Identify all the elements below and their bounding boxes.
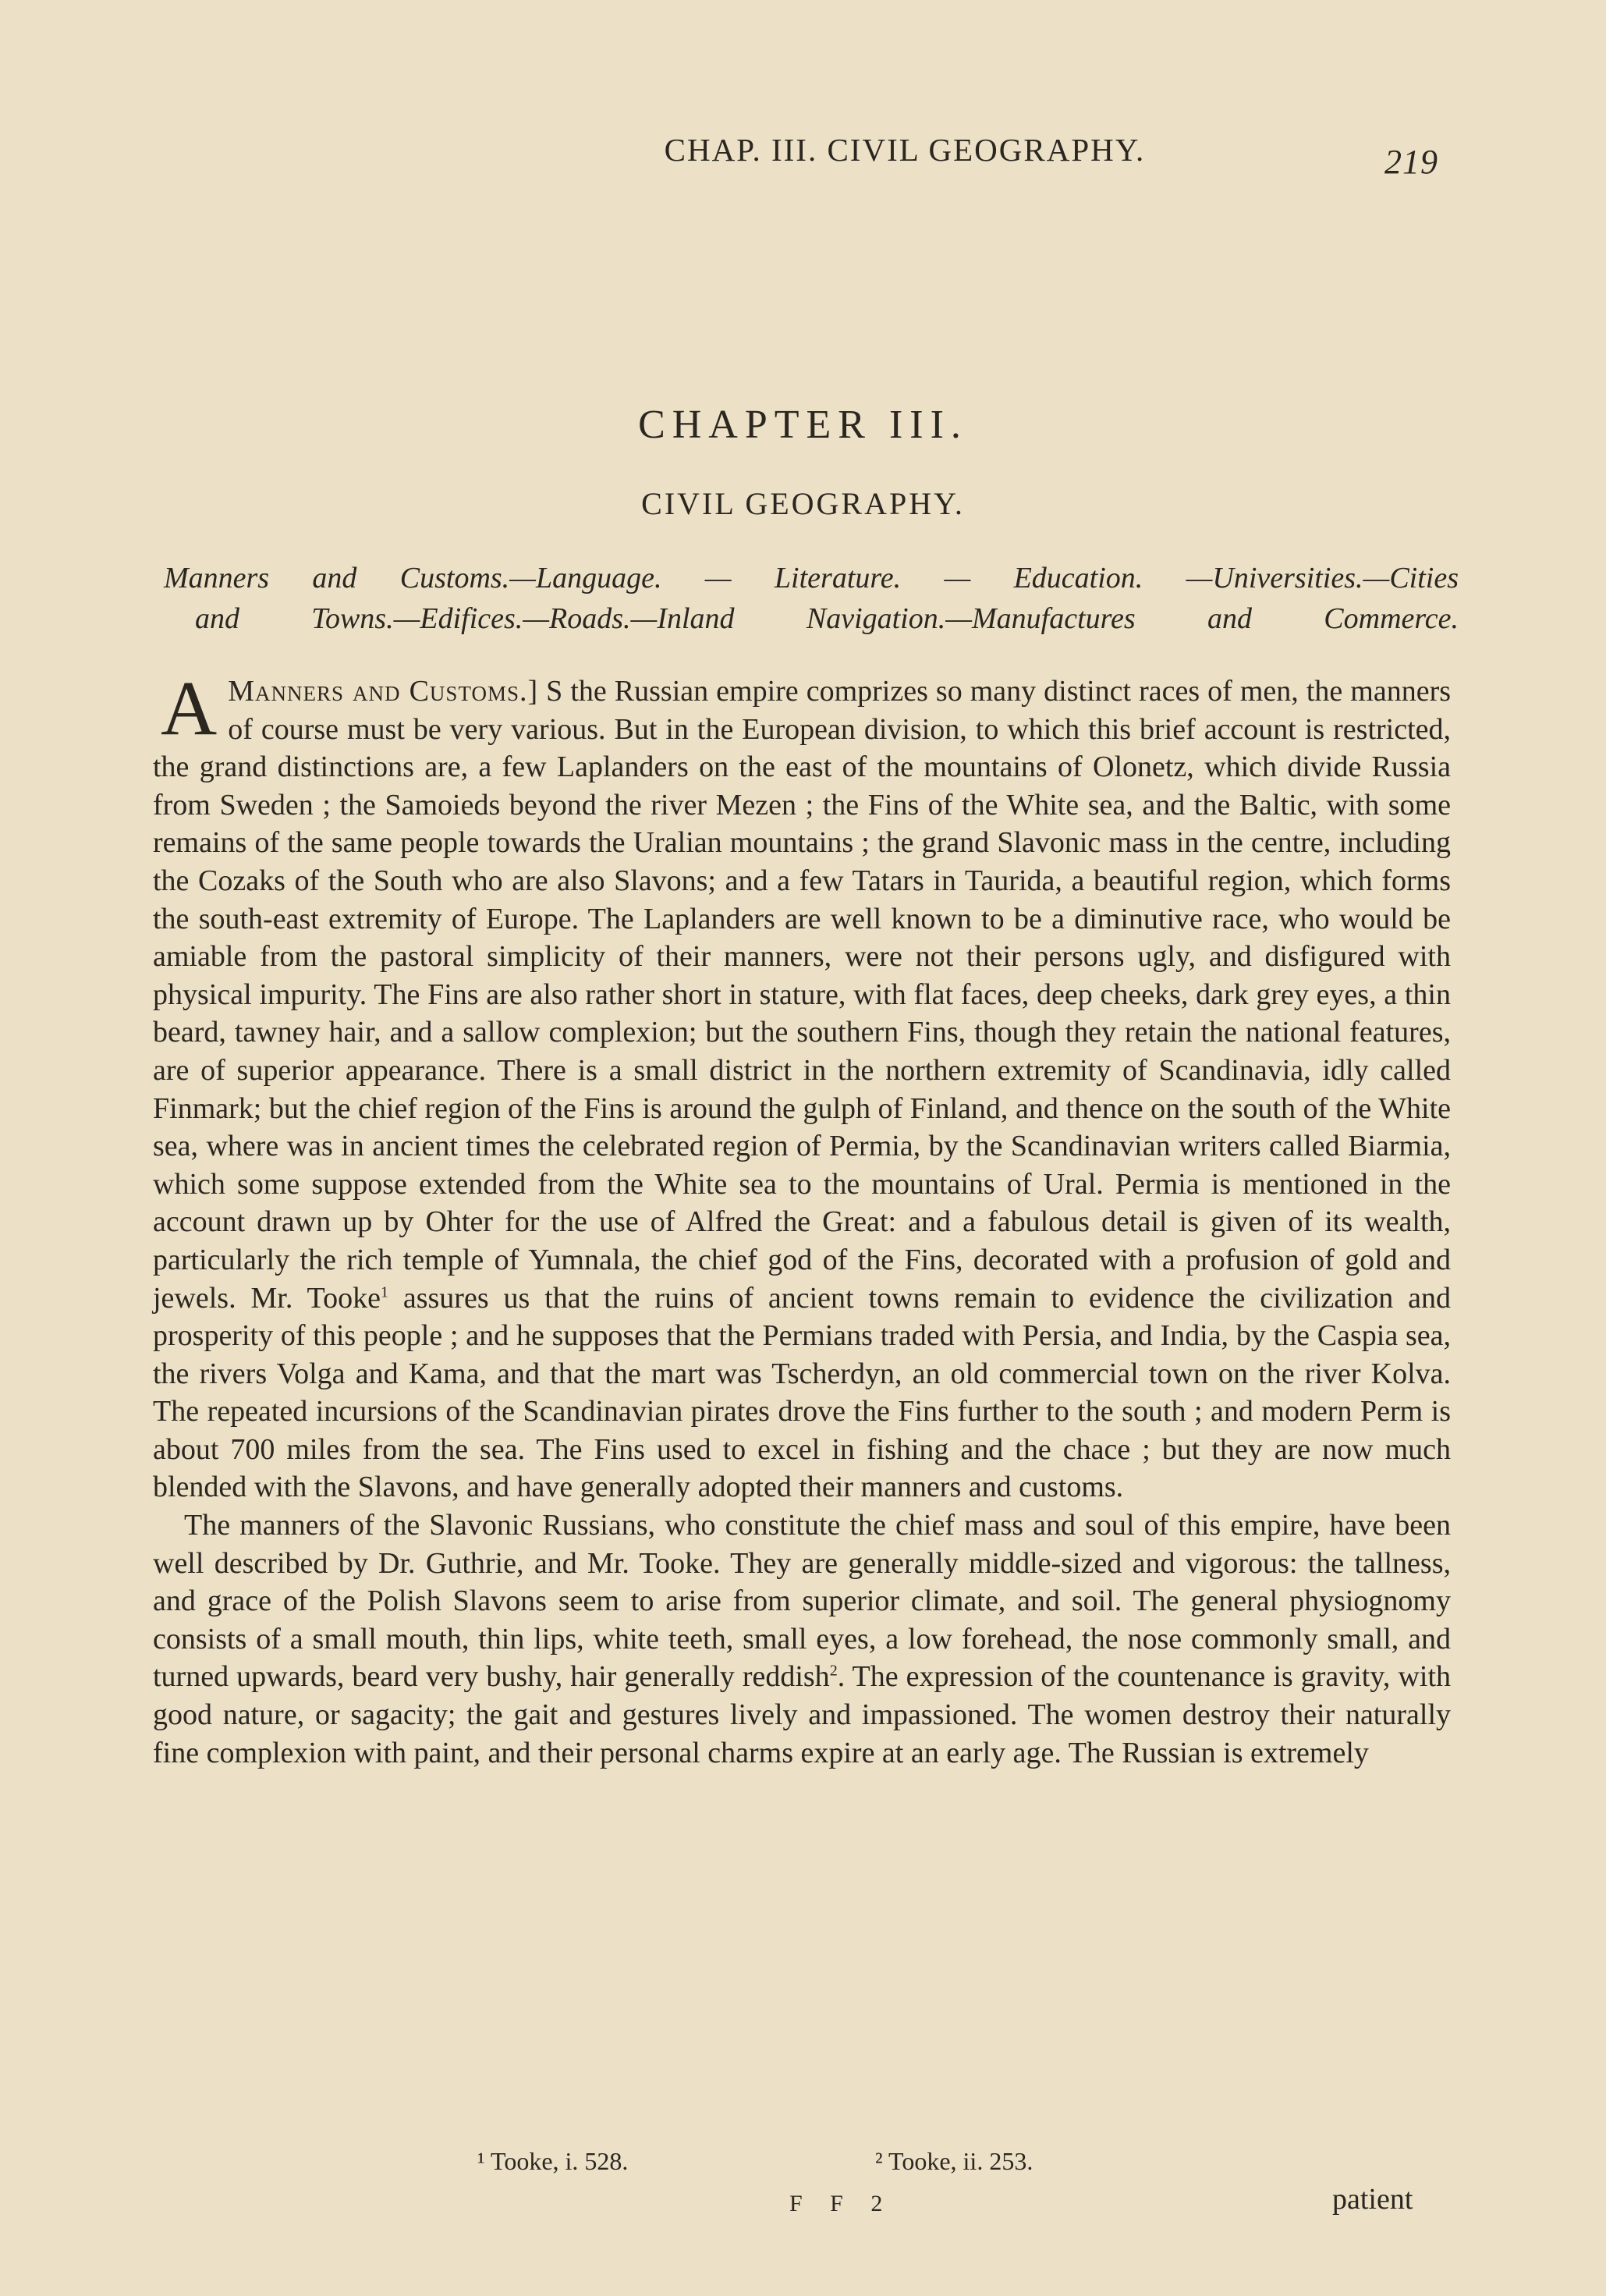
paragraph-text: S the Russian empire comprizes so many distinct races of men, the manners of course must be very various. But in the European division, to which this brief account is restricted, the grand distinctions are, a few Laplanders on the east of the mountains of Olonetz, which divide Russia from Sweden ; the Samoieds beyond the river Mezen ; the Fins of the White sea, and the Baltic, with some remains of the same people towards the Uralian mountains ; the grand Slavonic mass in the centre, including the Cozaks of the South who are also Slavons; and a few Tatars in Taurida, a beautiful region, which forms the south-east extremity of Europe. The Laplanders are well known to be a diminutive race, who would be amiable from the pastoral simplicity of their manners, were not their persons ugly, and disfigured with physical impurity. The Fins are also rather short in stature, with flat faces, deep cheeks, dark grey eyes, a thin beard, tawney hair, and a sallow complexion; but the southern Fins, though they retain the national features, are of superior appearance. There is a small district in the northern extremity of Scandinavia, idly called Finmark; but the chief region of the Fins is around the gulph of Finland, and thence on the south of the White sea, where was in ancient times the celebrated region of Permia, by the Scandinavian writers called Biarmia, which some suppose extended from the White sea to the mountains of Ural. Permia is mentioned in the account drawn up by Ohter for the use of Alfred the Great: and a fabulous detail is given of its wealth, particularly the rich temple of Yumnala, the chief god of the Fins, decorated with a profusion of gold and jewels. Mr. Tooke — [153, 675, 1452, 1315]
contents-line: and Towns.—Edifices.—Roads.—Inland Navigation.—Manufactures and Commerce. — [195, 602, 1459, 635]
paragraph — [153, 1506, 1451, 1772]
signature-mark: F F 2 — [789, 2191, 894, 2216]
page-number: 219 — [1384, 143, 1438, 181]
catchword: patient — [1332, 2183, 1413, 2216]
paragraph-text: assures us that the ruins of ancient towns remain to evidence the civilization and prosperity of this people ; and he supposes that the Permians traded with Persia, and India, by the Caspia sea, the rivers Volga and Kama, and that the mart was Tscherdyn, an old commercial town on the river Kolva. The repeated incursions of the Scandinavian pirates drove the Fins further to the south ; and modern Perm is about 700 miles from the sea. The Fins used to excel in fishing and the chace ; but they are now much blended with the Slavons, and have generally adopted their manners and customs. — [153, 1281, 1451, 1504]
paragraph-text: . The expression of the countenance is gravity, with good nature, or sagacity; the gait and gestures lively and impassioned. The women destroy their naturally fine complexion with paint, and their personal charms expire at an early age. The Russian is extremely — [153, 1660, 1451, 1769]
chapter-title: CHAPTER III. — [638, 403, 968, 447]
footnote-ref: 1 — [380, 1283, 388, 1301]
body-text — [153, 665, 1452, 1772]
footnote: ¹ Tooke, i. 528. — [477, 2147, 629, 2175]
chapter-subtitle: CIVIL GEOGRAPHY. — [641, 486, 965, 521]
chapter-contents — [164, 558, 1459, 639]
footnote: ² Tooke, ii. 253. — [875, 2147, 1033, 2175]
paragraph-text: The manners of the Slavonic Russians, who constitute the chief mass and soul of this empire, have been well described by Dr. Guthrie, and Mr. Tooke. They are generally middle-sized and vigorous: the tallness, and grace of the Polish Slavons seem to arise from superior climate, and soil. The general physiognomy consists of a small mouth, thin lips, white teeth, small eyes, a low forehead, the nose commonly small, and turned upwards, beard very bushy, hair generally reddish — [153, 1509, 1451, 1694]
side-heading: Manners and Customs.] — [228, 675, 539, 708]
footnote-ref: 2 — [829, 1662, 838, 1680]
running-head: CHAP. III. CIVIL GEOGRAPHY. — [664, 132, 1146, 168]
drop-cap: A — [161, 665, 218, 751]
contents-line: Manners and Customs.—Language. — Literature. — Education. —Universities.—Cities — [164, 562, 1459, 594]
paragraph — [153, 665, 1452, 1506]
